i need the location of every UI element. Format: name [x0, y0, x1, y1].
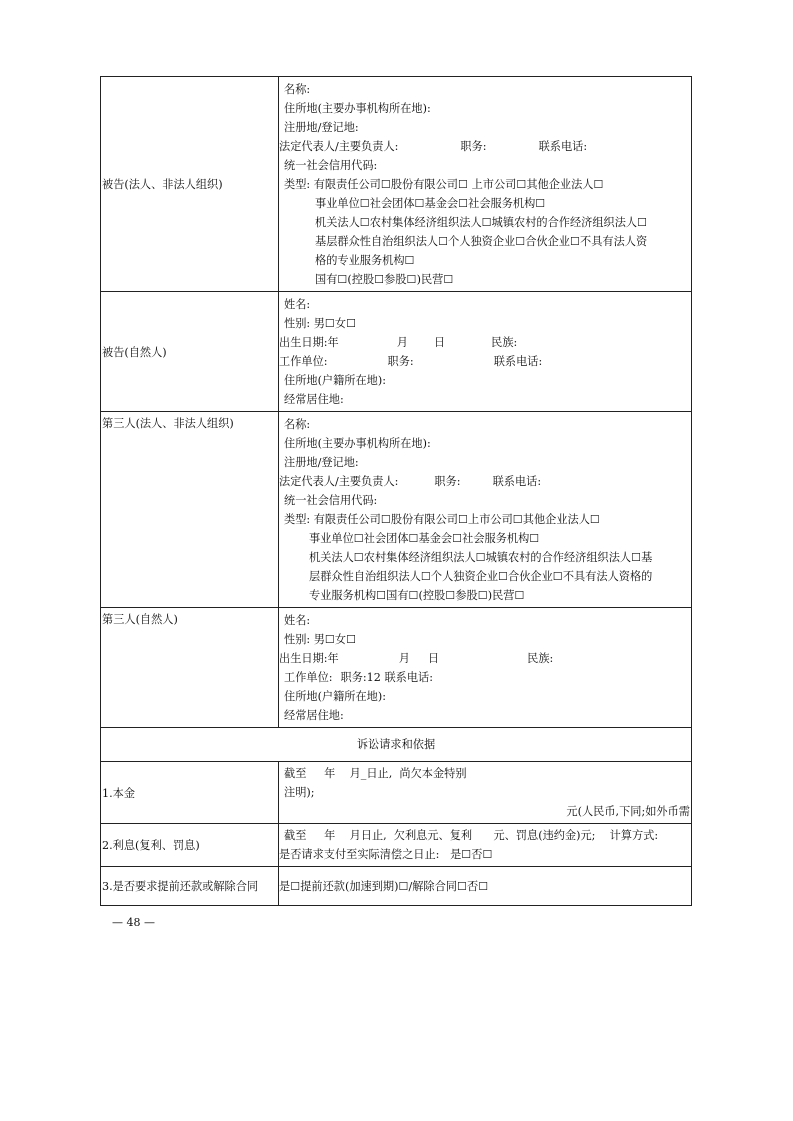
defendant-org-type-2: 事业单位☐社会团体☐基金会☐社会服务机构☐	[315, 197, 546, 210]
third-person-ethnicity: 民族:	[527, 652, 554, 665]
defendant-org-registered: 注册地/登记地:	[284, 121, 359, 134]
third-person-position-phone: 职务:12 联系电话:	[340, 671, 433, 684]
third-org-name: 名称:	[284, 418, 311, 431]
defendant-person-birth-line	[279, 333, 691, 352]
third-org-credit-code: 统一社会信用代码:	[284, 494, 378, 507]
interest-line-2: 是否请求支付至实际清偿之日止: 是☐否☐	[279, 848, 493, 861]
third-org-row	[101, 412, 692, 608]
third-org-address: 住所地(主要办事机构所在地):	[284, 437, 431, 450]
third-org-rep-line	[279, 472, 691, 491]
third-person-gender: 性别: 男☐女☐	[284, 633, 357, 646]
defendant-person-label: 被告(自然人)	[101, 292, 279, 412]
claims-section-row	[101, 728, 692, 762]
third-org-position: 职务:	[434, 475, 461, 488]
defendant-person-employer: 工作单位:	[279, 355, 328, 368]
defendant-org-fields	[279, 77, 692, 292]
third-org-label: 第三人(法人、非法人组织)	[101, 412, 279, 608]
third-org-registered: 注册地/登记地:	[284, 456, 359, 469]
defendant-org-name: 名称:	[284, 83, 311, 96]
third-org-type-2: 事业单位☐社会团体☐基金会☐社会服务机构☐	[309, 532, 540, 545]
third-person-fields	[279, 608, 692, 728]
defendant-person-phone: 联系电话:	[493, 355, 543, 368]
claims-section-title: 诉讼请求和依据	[101, 728, 692, 762]
third-person-row	[101, 608, 692, 728]
third-person-birth-line	[279, 649, 691, 668]
third-org-phone: 联系电话:	[492, 475, 542, 488]
defendant-org-type-5: 格的专业服务机构☐	[315, 254, 415, 267]
defendant-person-day: 日	[433, 336, 446, 349]
third-person-day: 日	[427, 652, 440, 665]
acceleration-row	[101, 867, 692, 906]
defendant-person-domicile: 住所地(户籍所在地):	[284, 374, 386, 387]
defendant-org-type-1: 类型: 有限责任公司☐股份有限公司☐ 上市公司☐其他企业法人☐	[284, 178, 604, 191]
defendant-org-address: 住所地(主要办事机构所在地):	[284, 102, 431, 115]
defendant-org-position: 职务:	[460, 140, 487, 153]
third-person-domicile: 住所地(户籍所在地):	[284, 690, 386, 703]
third-person-birth: 出生日期:年	[279, 652, 339, 665]
interest-line-1: 截至 年 月日止, 欠利息元、复利 元、罚息(违约金)元; 计算方式:	[284, 829, 659, 842]
third-org-type-4: 层群众性自治组织法人☐个人独资企业☐合伙企业☐不具有法人资格的	[309, 570, 653, 583]
defendant-org-credit-code: 统一社会信用代码:	[284, 159, 378, 172]
defendant-org-type-3: 机关法人☐农村集体经济组织法人☐城镇农村的合作经济组织法人☐	[315, 216, 648, 229]
principal-line-2: 注明);	[284, 786, 315, 799]
principal-row	[101, 762, 692, 824]
third-org-type-5: 专业服务机构☐国有☐(控股☐参股☐)民营☐	[309, 589, 525, 602]
principal-fields	[279, 762, 692, 824]
defendant-person-month: 月	[396, 336, 408, 349]
defendant-org-type-6: 国有☐(控股☐参股☐)民营☐	[315, 273, 454, 286]
defendant-person-ethnicity: 民族:	[491, 336, 518, 349]
defendant-person-residence: 经常居住地:	[284, 393, 344, 406]
third-person-employer-line	[279, 668, 691, 687]
principal-line-1: 截至 年 月_日止, 尚欠本金特别	[284, 767, 467, 780]
third-person-residence: 经常居住地:	[284, 709, 344, 722]
defendant-person-fields	[279, 292, 692, 412]
third-person-name: 姓名:	[284, 614, 311, 627]
principal-line-3: 元(人民币,下同;如外币需	[566, 805, 690, 818]
principal-label: 1.本金	[101, 762, 279, 824]
interest-row	[101, 824, 692, 867]
defendant-person-position: 职务:	[387, 355, 414, 368]
defendant-org-type-4: 基层群众性自治组织法人☐个人独资企业☐合伙企业☐不具有法人资	[315, 235, 648, 248]
third-org-type-3: 机关法人☐农村集体经济组织法人☐城镇农村的合作经济组织法人☐基	[309, 551, 653, 564]
third-person-month: 月	[398, 652, 410, 665]
defendant-org-row	[101, 77, 692, 292]
third-org-rep: 法定代表人/主要负责人:	[279, 475, 399, 488]
defendant-org-phone: 联系电话:	[538, 140, 588, 153]
third-org-fields	[279, 412, 692, 608]
defendant-person-gender: 性别: 男☐女☐	[284, 317, 357, 330]
page-number: — 48 —	[112, 916, 155, 929]
defendant-org-rep-line	[279, 137, 691, 156]
acceleration-label: 3.是否要求提前还款或解除合同	[101, 867, 279, 906]
defendant-org-rep: 法定代表人/主要负责人:	[279, 140, 399, 153]
defendant-org-label: 被告(法人、非法人组织)	[101, 77, 279, 292]
defendant-person-name: 姓名:	[284, 298, 311, 311]
defendant-person-employer-line	[279, 352, 691, 371]
third-person-label: 第三人(自然人)	[101, 608, 279, 728]
interest-fields	[279, 824, 692, 867]
defendant-person-row	[101, 292, 692, 412]
defendant-person-birth: 出生日期:年	[279, 336, 339, 349]
interest-label: 2.利息(复利、罚息)	[101, 824, 279, 867]
complaint-form-table	[100, 76, 692, 906]
third-org-type-1: 类型: 有限责任公司☐股份有限公司☐上市公司☐其他企业法人☐	[284, 513, 600, 526]
third-person-employer: 工作单位:	[284, 671, 333, 684]
acceleration-value: 是☐提前还款(加速到期)☐/解除合同☐否☐	[279, 867, 692, 906]
